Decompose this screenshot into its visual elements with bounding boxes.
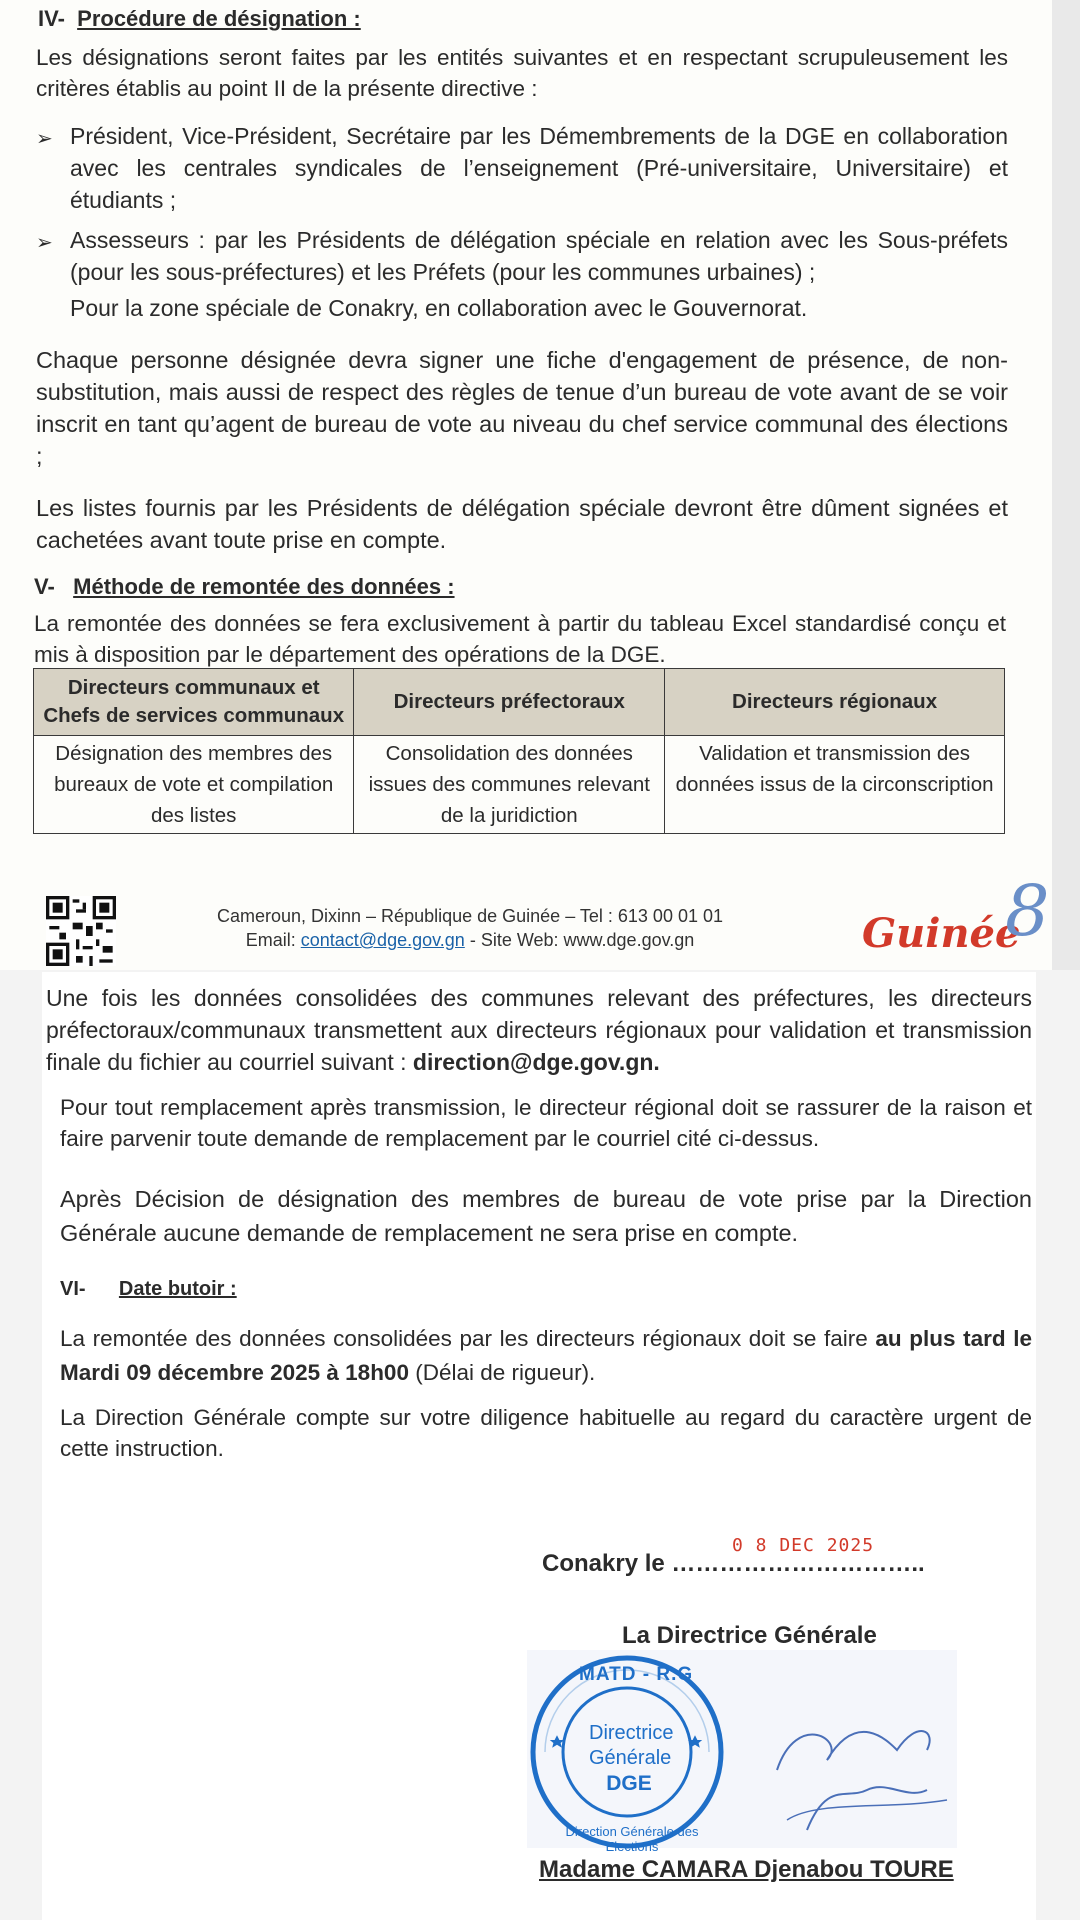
footer-contact [160,930,780,951]
section-6-title: Date butoir : [118,1278,237,1300]
section-4-title: Procédure de désignation : [77,6,361,31]
handwritten-page-number: 8 [1005,870,1050,952]
section-5-intro: La remontée des données se fera exclusivement à partir du tableau Excel standardisé conçu et mis à disposition par le département des opérations de la DGE. [34,611,1006,667]
stamp-text-line-3: DGE [606,1772,652,1795]
table-header-prefectoral: Directeurs préfectoraux [354,669,665,736]
direction-email: direction@dge.gov.gn. [412,1049,660,1075]
page-2-paragraph-3: Après Décision de désignation des membres de bureau de vote prise par la Direction Générale aucune demande de remplacement ne sera prise en compte. [60,1186,1032,1246]
footer-email-label: Email: [245,930,296,950]
signature-place-date: Conakry le ………………………….. [542,1550,925,1577]
page-2-paragraph-5: La Direction Générale compte sur votre diligence habituelle au regard du caractère urgent de cette instruction. [60,1405,1032,1461]
section-4-number: IV- [38,6,65,31]
page-2-paragraph-4 [60,1322,1032,1390]
stamp-text-line-1: Directrice [589,1722,674,1744]
document-page-1 [0,0,1052,970]
guinee-logo [862,910,1020,957]
bullet-arrow-icon: ➢ [36,128,53,150]
bullet-2-extra: Pour la zone spéciale de Conakry, en collaboration avec le Gouvernorat. [70,295,808,321]
paragraph-1-text: Une fois les données consolidées des communes relevant des préfectures, les directeurs préfectoraux/communaux transmettent aux directeurs régionaux pour validation et transmission finale du fichier au courriel suivant : [46,985,1032,1075]
date-stamp: 0 8 DEC 2025 [732,1535,875,1556]
page-2-paragraph-2: Pour tout remplacement après transmission, le directeur régional doit se rassurer de la raison et faire parvenir toute demande de remplacement par le courriel cité ci-dessus. [60,1095,1032,1151]
document-page-2 [42,972,1036,1920]
data-flow-table [33,668,1005,834]
signatory-name: Madame CAMARA Djenabou TOURE [539,1856,954,1883]
table-cell-prefectoral: Consolidation des données issues des communes relevant de la juridiction [354,736,665,834]
bullet-arrow-icon: ➢ [36,232,53,254]
table-header-communal: Directeurs communaux et Chefs de services communaux [34,669,354,736]
footer-site: - Site Web: www.dge.gov.gn [469,930,695,950]
footer-address: Cameroun, Dixinn – République de Guinée – Tel : 613 00 01 01 [216,906,723,926]
deadline-date: au plus tard le Mardi 09 décembre 2025 à 18h00 [60,1326,1032,1385]
table-header-row [34,669,1005,736]
footer-email-link[interactable]: contact@dge.gov.gn [300,930,465,950]
bullet-1: Président, Vice-Président, Secrétaire par les Démembrements de la DGE en collaboration avec les centrales syndicales de l’enseignement (Pré-universitaire, Universitaire) et étudiants ; [70,123,1008,213]
deadline-intro: La remontée des données consolidées par les directeurs régionaux doit se faire [60,1326,868,1351]
section-5-title: Méthode de remontée des données : [73,574,455,599]
guinee-logo-text: Guinée [862,910,1021,957]
signature-title: La Directrice Générale [622,1622,877,1649]
qr-code-icon [46,895,116,967]
page-2-paragraph-1 [46,982,1032,1078]
table-header-regional: Directeurs régionaux [665,669,1005,736]
section-4-heading [38,6,361,32]
stamp-top-text: MATD - R.G [579,1664,694,1685]
table-cell-regional: Validation et transmission des données issus de la circonscription [665,736,1005,834]
section-4-intro: Les désignations seront faites par les entités suivantes et en respectant scrupuleusement les critères établis au point II de la présente directive : [36,45,1008,101]
section-5-heading [34,574,455,600]
table-row [34,736,1005,834]
stamp-text-line-2: Générale [589,1747,672,1769]
section-4-paragraph-1: Chaque personne désignée devra signer une fiche d'engagement de présence, de non-substitution, mais aussi de respect des règles de tenue d’un bureau de vote avant de se voir inscrit en tant qu’agent de bureau de vote au niveau du chef service communal des élections ; [36,347,1008,469]
section-5-number: V- [34,574,55,599]
scan-edge [1052,0,1080,970]
deadline-note: (Délai de rigueur). [415,1360,596,1385]
table-cell-communal: Désignation des membres des bureaux de vote et compilation des listes [34,736,354,834]
stamp-ring-text: Direction Générale des Elections [565,1824,699,1854]
section-6-number: VI- [60,1278,86,1300]
section-4-paragraph-2: Les listes fournis par les Présidents de délégation spéciale devront être dûment signées et cachetées avant toute prise en compte. [36,495,1008,553]
bullet-2: Assesseurs : par les Présidents de délégation spéciale en relation avec les Sous-préfets (pour les sous-préfectures) et les Préfets (pour les communes urbaines) ; [70,227,1008,285]
section-6-heading [60,1278,237,1301]
